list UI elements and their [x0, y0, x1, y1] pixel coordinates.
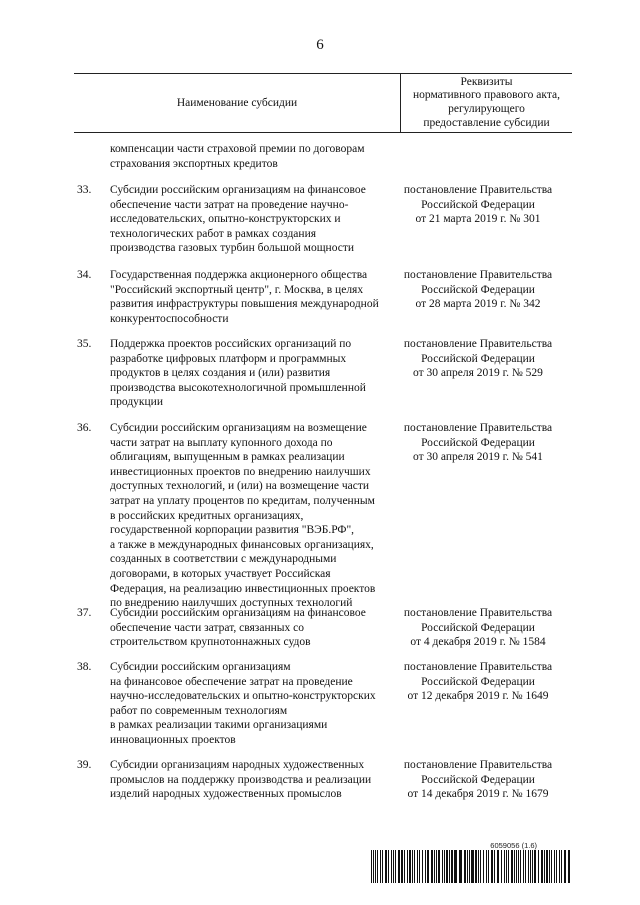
- description-line: страхования экспортных кредитов: [110, 157, 278, 170]
- row-number: 36.: [77, 422, 92, 434]
- subsidy-description: [110, 337, 366, 410]
- reference-line: постановление Правительства: [403, 269, 553, 281]
- legal-act-reference: [390, 606, 566, 650]
- barcode-bar: [530, 850, 531, 883]
- barcode-bar: [434, 850, 435, 883]
- description-line: созданных в соответствии с международными: [110, 553, 337, 566]
- description-line: производства газовых турбин большой мощности: [110, 242, 355, 255]
- subsidy-description: [110, 183, 366, 256]
- barcode-code: 6059056 (1.6): [490, 841, 537, 850]
- barcode-bar: [401, 850, 403, 883]
- description-line: продуктов в целях создания и (или) развития: [110, 367, 331, 380]
- description-line: инновационных проектов: [110, 733, 236, 746]
- reference-line: Российской Федерации: [421, 675, 535, 688]
- reference-line: Российской Федерации: [421, 773, 535, 786]
- reference-line: от 30 апреля 2019 г. № 541: [413, 451, 543, 464]
- legal-act-reference: [390, 421, 566, 465]
- reference-line: Российской Федерации: [421, 621, 535, 634]
- row-number: 38.: [77, 661, 92, 673]
- header-line: предоставление субсидии: [423, 116, 550, 129]
- description-line: продукции: [110, 396, 163, 409]
- barcode-bar: [564, 850, 566, 883]
- document-barcode: [371, 841, 573, 885]
- barcode-bar: [371, 850, 372, 883]
- barcode-bar: [520, 850, 521, 883]
- barcode-bar: [419, 850, 420, 883]
- description-line: научно-исследовательских и опытно-конструкторских: [110, 690, 376, 703]
- legal-act-reference: [390, 268, 566, 312]
- description-line: исследовательских, опытно-конструкторских и: [110, 213, 341, 226]
- description-line: Субсидии российским организациям на возмещение: [110, 422, 367, 434]
- header-act-details: [401, 74, 572, 132]
- description-line: технологических работ в рамках создания: [110, 227, 317, 240]
- reference-line: постановление Правительства: [403, 422, 553, 434]
- reference-line: от 14 декабря 2019 г. № 1679: [407, 788, 549, 801]
- barcode-bar: [471, 850, 474, 883]
- reference-line: от 30 апреля 2019 г. № 529: [413, 367, 543, 380]
- description-line: в рамках реализации такими организациями: [110, 719, 328, 732]
- barcode-bar: [541, 850, 543, 883]
- barcode-bar: [534, 850, 536, 883]
- barcode-bar: [480, 850, 481, 883]
- barcode-bar: [442, 850, 443, 883]
- barcode-bar: [451, 850, 453, 883]
- barcode-bar: [554, 850, 555, 883]
- reference-line: от 12 декабря 2019 г. № 1649: [407, 690, 549, 703]
- barcode-bar: [407, 850, 408, 883]
- description-line: Государственная поддержка акционерного общества: [110, 269, 368, 281]
- barcode-bar: [449, 850, 450, 883]
- barcode-bar: [464, 850, 466, 883]
- description-line: промыслов на поддержку производства и реализации: [110, 773, 372, 786]
- legal-act-reference: [390, 337, 566, 381]
- barcode-bar: [551, 850, 552, 883]
- description-line: инвестиционных проектов по внедрению наилучших: [110, 465, 371, 478]
- barcode-bar: [483, 850, 484, 883]
- barcode-bar: [409, 850, 411, 883]
- description-line: Субсидии российским организациям: [110, 661, 291, 673]
- barcode-bar: [377, 850, 378, 883]
- barcode-bar: [438, 850, 440, 883]
- barcode-bar: [412, 850, 413, 883]
- subsidy-description: [110, 421, 375, 611]
- barcode-bar: [380, 850, 381, 883]
- reference-line: постановление Правительства: [403, 607, 553, 619]
- barcode-bar: [549, 850, 550, 883]
- description-line: Субсидии российским организациям на финансовое: [110, 607, 366, 619]
- barcode-bar: [425, 850, 426, 883]
- row-number: 37.: [77, 607, 92, 619]
- barcode-bar: [436, 850, 437, 883]
- description-line: части затрат на выплату купонного дохода по: [110, 436, 333, 449]
- barcode-bar: [469, 850, 470, 883]
- description-line: изделий народных художественных промыслов: [110, 788, 342, 801]
- barcode-bar: [373, 850, 374, 883]
- barcode-bar: [467, 850, 468, 883]
- barcode-bar: [528, 850, 529, 883]
- barcode-bar: [532, 850, 533, 883]
- description-line: облигациям, выпущенным в рамках реализации: [110, 451, 345, 464]
- barcode-bar: [514, 850, 515, 883]
- description-line: Федерация, на реализацию инвестиционных проектов: [110, 582, 376, 595]
- barcode-bar: [414, 850, 415, 883]
- description-line: а также в международных финансовых организациях,: [110, 538, 374, 551]
- barcode-bar: [444, 850, 445, 883]
- barcode-bar: [375, 850, 376, 883]
- reference-line: постановление Правительства: [403, 338, 553, 350]
- page-number: 6: [316, 37, 324, 53]
- description-line: по внедрению наилучших доступных технологий: [110, 597, 353, 610]
- legal-act-reference: [390, 758, 566, 802]
- reference-line: постановление Правительства: [403, 661, 553, 673]
- reference-line: от 28 марта 2019 г. № 342: [415, 298, 541, 311]
- barcode-bar: [404, 850, 405, 883]
- barcode-bar: [546, 850, 548, 883]
- description-line: в российских кредитных организациях,: [110, 509, 304, 522]
- barcode-bar: [431, 850, 433, 883]
- barcode-bar: [459, 850, 462, 883]
- barcode-bar: [475, 850, 477, 883]
- barcode-bar: [398, 850, 400, 883]
- subsidy-description: [110, 758, 371, 802]
- barcode-bar: [486, 850, 487, 883]
- barcode-bar: [544, 850, 545, 883]
- barcode-bar: [478, 850, 479, 883]
- barcode-bar: [523, 850, 524, 883]
- description-line: компенсации части страховой премии по договорам: [110, 143, 365, 155]
- barcode-bar: [494, 850, 495, 883]
- barcode-bar: [417, 850, 418, 883]
- barcode-bar: [393, 850, 394, 883]
- description-line: развития инфраструктуры повышения международной: [110, 298, 379, 311]
- barcode-bar: [388, 850, 389, 883]
- description-line: обеспечение части затрат на проведение научно-: [110, 198, 349, 211]
- description-line: конкурентоспособности: [110, 312, 229, 325]
- reference-line: постановление Правительства: [403, 759, 553, 771]
- description-line: производства высокотехнологичной промышленной: [110, 381, 366, 394]
- barcode-bar: [504, 850, 505, 883]
- header-subsidy-name: Наименование субсидии: [176, 97, 298, 109]
- barcode-icon: [371, 850, 573, 883]
- subsidy-description: [110, 606, 366, 650]
- barcode-bar: [454, 850, 457, 883]
- barcode-bar: [518, 850, 519, 883]
- barcode-bar: [395, 850, 396, 883]
- description-line: работ по современным технологиям: [110, 704, 288, 717]
- row-number: 33.: [77, 184, 92, 196]
- barcode-bar: [391, 850, 392, 883]
- legal-act-reference: [390, 183, 566, 227]
- row-number: 35.: [77, 338, 92, 350]
- barcode-bar: [538, 850, 539, 883]
- barcode-bar: [525, 850, 526, 883]
- reference-line: Российской Федерации: [421, 283, 535, 296]
- description-line: "Российский экспортный центр", г. Москва, в целях: [110, 283, 364, 296]
- description-line: на финансовое обеспечение затрат на проведение: [110, 675, 353, 688]
- barcode-bar: [497, 850, 499, 883]
- row-number: 39.: [77, 759, 92, 771]
- legal-act-reference: [390, 660, 566, 704]
- description-line: строительством крупнотоннажных судов: [110, 636, 311, 649]
- barcode-bar: [385, 850, 387, 883]
- barcode-bar: [427, 850, 429, 883]
- reference-line: от 21 марта 2019 г. № 301: [415, 213, 541, 226]
- barcode-bar: [422, 850, 423, 883]
- table-header: [74, 73, 572, 133]
- description-line: затрат на уплату процентов по кредитам, полученным: [110, 494, 375, 507]
- reference-line: постановление Правительства: [403, 184, 553, 196]
- header-line: регулирующего: [448, 103, 525, 115]
- barcode-bar: [501, 850, 502, 883]
- header-line: нормативного правового акта,: [412, 89, 560, 102]
- barcode-bar: [382, 850, 383, 883]
- barcode-bar: [508, 850, 509, 883]
- barcode-bar: [556, 850, 557, 883]
- reference-line: Российской Федерации: [421, 352, 535, 365]
- subsidy-description: [110, 142, 365, 171]
- row-number: 34.: [77, 269, 92, 281]
- description-line: государственной корпорации развития "ВЭБ.РФ",: [110, 524, 355, 537]
- description-line: договорами, в которых участвует Российская: [110, 567, 331, 580]
- barcode-bar: [516, 850, 517, 883]
- barcode-bar: [491, 850, 493, 883]
- description-line: Поддержка проектов российских организаций по: [110, 338, 352, 350]
- reference-line: Российской Федерации: [421, 198, 535, 211]
- barcode-bar: [488, 850, 489, 883]
- description-line: разработке цифровых платформ и программных: [110, 352, 347, 365]
- barcode-bar: [446, 850, 448, 883]
- barcode-bar: [506, 850, 507, 883]
- header-line: Реквизиты: [460, 75, 513, 88]
- subsidy-description: [110, 660, 376, 748]
- barcode-bar: [559, 850, 560, 883]
- barcode-bar: [511, 850, 513, 883]
- description-line: Субсидии организациям народных художественных: [110, 759, 365, 771]
- description-line: Субсидии российским организациям на финансовое: [110, 184, 366, 196]
- reference-line: Российской Федерации: [421, 436, 535, 449]
- description-line: обеспечение части затрат, связанных со: [110, 621, 304, 634]
- barcode-bar: [568, 850, 570, 883]
- subsidy-description: [110, 268, 379, 326]
- description-line: доступных технологий, и (или) на возмещение части: [110, 480, 370, 493]
- barcode-bar: [561, 850, 562, 883]
- reference-line: от 4 декабря 2019 г. № 1584: [410, 636, 546, 649]
